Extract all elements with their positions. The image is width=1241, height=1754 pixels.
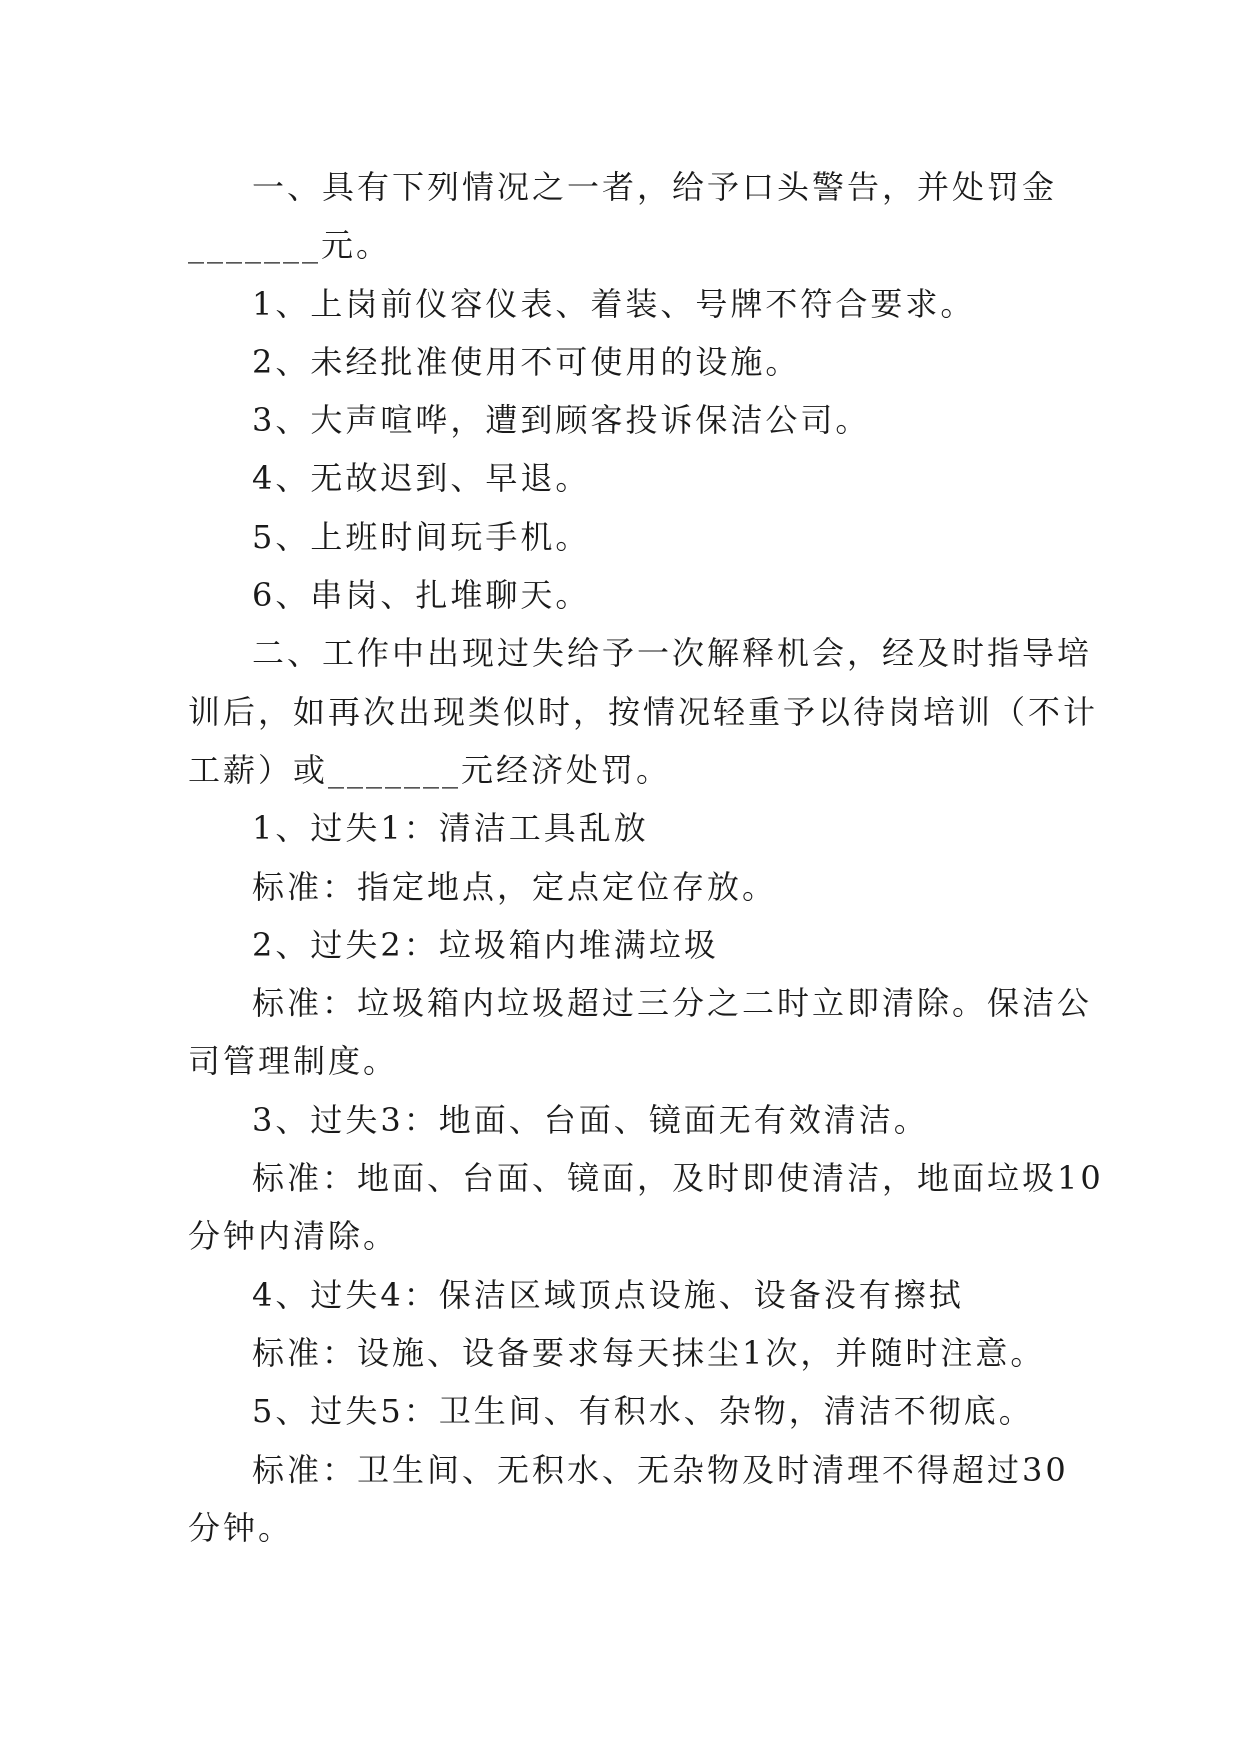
text-line: 3、大声喧哗，遭到顾客投诉保洁公司。: [252, 401, 871, 440]
text-line: 工薪）或_______元经济处罚。: [188, 750, 672, 789]
text-line: 司管理制度。: [188, 1042, 399, 1081]
text-line: 标准：地面、台面、镜面，及时即使清洁，地面垃圾10: [252, 1159, 1104, 1198]
text-line: 标准：指定地点，定点定位存放。: [252, 867, 778, 906]
text-line: 6、串岗、扎堆聊天。: [252, 576, 591, 615]
text-line: 3、过失3：地面、台面、镜面无有效清洁。: [252, 1100, 929, 1139]
text-line: 1、过失1：清洁工具乱放: [252, 809, 649, 848]
text-line: 2、未经批准使用不可使用的设施。: [252, 342, 801, 381]
text-line: 4、过失4：保洁区域顶点设施、设备没有擦拭: [252, 1275, 964, 1314]
text-line: 5、上班时间玩手机。: [252, 517, 591, 556]
text-line: 标准：卫生间、无积水、无杂物及时清理不得超过30: [252, 1450, 1069, 1489]
text-line: 分钟内清除。: [188, 1217, 399, 1256]
text-line: _______元。: [188, 226, 392, 265]
text-line: 分钟。: [188, 1508, 294, 1547]
text-line: 4、无故迟到、早退。: [252, 459, 591, 498]
text-line: 1、上岗前仪容仪表、着装、号牌不符合要求。: [252, 284, 976, 323]
text-line: 一、具有下列情况之一者，给予口头警告，并处罚金: [252, 168, 1058, 206]
text-line: 5、过失5：卫生间、有积水、杂物，清洁不彻底。: [252, 1392, 1034, 1431]
text-line: 二、工作中出现过失给予一次解释机会，经及时指导培: [252, 634, 1093, 673]
text-line: 标准：设施、设备要求每天抹尘1次，并随时注意。: [252, 1333, 1046, 1372]
text-line: 2、过失2：垃圾箱内堆满垃圾: [252, 925, 719, 964]
text-line: 训后，如再次出现类似时，按情况轻重予以待岗培训（不计: [188, 692, 1099, 731]
text-line: 标准：垃圾箱内垃圾超过三分之二时立即清除。保洁公: [252, 984, 1093, 1023]
document-body: [188, 158, 1104, 1557]
